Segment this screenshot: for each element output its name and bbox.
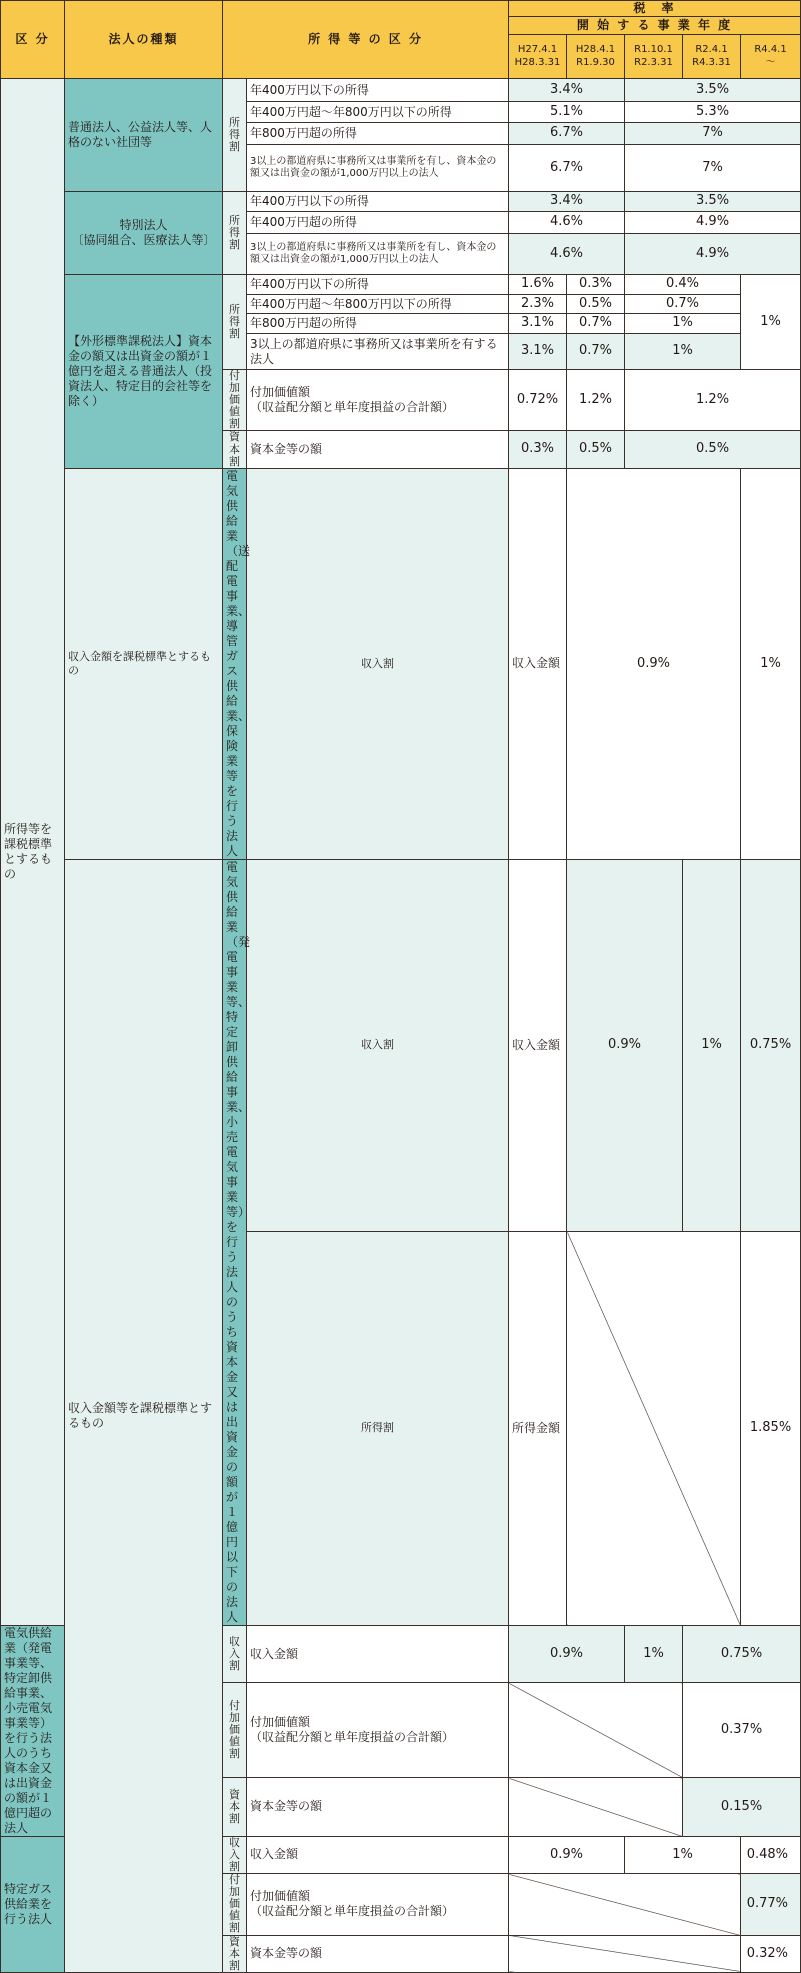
rate-cell: 7%	[625, 145, 801, 192]
desc-revenue: 収入金額	[247, 1625, 509, 1683]
rate-cell: 0.9%	[567, 468, 741, 859]
rate-cell: 5.3%	[625, 102, 801, 123]
rate-cell: 0.4%	[625, 275, 741, 295]
split-capital: 資本割	[223, 431, 247, 468]
rate-cell: 0.9%	[509, 1836, 625, 1873]
header-income-kubun: 所 得 等 の 区 分	[223, 1, 509, 79]
split-income: 所得割	[223, 275, 247, 370]
rate-cell: 4.6%	[509, 212, 625, 234]
corp-type-electric-large: 電気供給業（発電事業等、特定卸供給事業、小売電気事業等）を行う法人のうち資本金又は出資金の額が１億円超の法人	[1, 1625, 65, 1836]
desc-gt4m: 年400万円超の所得	[247, 212, 509, 234]
desc-value-added: 付加価値額 （収益配分額と単年度損益の合計額）	[247, 1683, 509, 1778]
desc-capital: 資本金等の額	[247, 1778, 509, 1837]
not-applicable-cell	[509, 1935, 741, 1972]
period-header: R2.4.1 R4.3.31	[683, 35, 741, 79]
rate-cell: 3.5%	[625, 192, 801, 212]
rate-cell: 6.7%	[509, 145, 625, 192]
rate-cell: 0.75%	[741, 859, 801, 1231]
desc-gt8m: 年800万円超の所得	[247, 123, 509, 145]
desc-value-added: 付加価値額 （収益配分額と単年度損益の合計額）	[247, 370, 509, 431]
split-capital: 資本割	[223, 1935, 247, 1972]
rate-cell: 1.85%	[741, 1232, 801, 1626]
rate-cell: 1.2%	[625, 370, 801, 431]
desc-4m-8m: 年400万円超〜年800万円以下の所得	[247, 295, 509, 314]
desc-revenue: 収入金額	[509, 859, 567, 1231]
corp-type-external: 【外形標準課税法人】資本金の額又は出資金の額が１億円を超える普通法人（投資法人、特定目的会社等を除く）	[65, 275, 223, 469]
split-income: 所得割	[247, 1232, 509, 1626]
split-value-added: 付加価値割	[223, 1874, 247, 1935]
split-revenue: 収入割	[223, 1625, 247, 1683]
desc-lt4m: 年400万円以下の所得	[247, 79, 509, 102]
rate-cell: 1%	[625, 334, 741, 370]
rate-cell: 3.1%	[509, 334, 567, 370]
rate-cell: 1%	[625, 1625, 683, 1683]
desc-multi-pref-ext: 3以上の都道府県に事務所又は事業所を有する法人	[247, 334, 509, 370]
desc-multi-pref: 3以上の都道府県に事務所又は事業所を有し、資本金の額又は出資金の額が1,000万円以上の法人	[247, 234, 509, 275]
rate-cell: 0.9%	[567, 859, 683, 1231]
rate-cell: 1.6%	[509, 275, 567, 295]
corp-type-ordinary: 普通法人、公益法人等、人格のない社団等	[65, 79, 223, 192]
rate-cell: 0.72%	[509, 370, 567, 431]
rate-cell: 1%	[625, 314, 741, 334]
category-revenue-basis-2: 収入金額等を課税標準とするもの	[65, 859, 223, 1972]
rate-cell: 3.5%	[625, 79, 801, 102]
corp-type-special: 特別法人 〔協同組合、医療法人等〕	[65, 192, 223, 275]
rate-cell: 4.9%	[625, 212, 801, 234]
header-kubun: 区 分	[1, 1, 65, 79]
corp-type-electric-gas: 電気供給業（送配電事業、導管ガス供給業、保険業等を行う法人	[223, 468, 247, 859]
split-value-added: 付加価値割	[223, 370, 247, 431]
category-revenue-basis-1: 収入金額を課税標準とするもの	[65, 468, 223, 859]
desc-lt4m: 年400万円以下の所得	[247, 192, 509, 212]
period-header: H27.4.1 H28.3.31	[509, 35, 567, 79]
rate-cell: 7%	[625, 123, 801, 145]
header-tax-rate: 税 率	[509, 1, 801, 17]
rate-cell: 0.5%	[567, 431, 625, 468]
rate-cell: 1.2%	[567, 370, 625, 431]
rate-cell: 3.4%	[509, 79, 625, 102]
corp-type-electric-small: 電気供給業（発電事業等、特定卸供給事業、小売電気事業等）を行う法人のうち資本金又は出資金の額が１億円以下の法人	[223, 859, 247, 1625]
rate-cell: 4.9%	[625, 234, 801, 275]
desc-revenue: 収入金額	[509, 468, 567, 859]
rate-cell: 0.5%	[625, 431, 801, 468]
desc-capital: 資本金等の額	[247, 431, 509, 468]
rate-cell: 3.1%	[509, 314, 567, 334]
rate-cell: 1%	[741, 275, 801, 370]
corp-type-gas: 特定ガス供給業を行う法人	[1, 1836, 65, 1972]
split-revenue: 収入割	[247, 468, 509, 859]
desc-income-amount: 所得金額	[509, 1232, 567, 1626]
rate-cell: 0.3%	[567, 275, 625, 295]
not-applicable-cell	[509, 1778, 683, 1837]
period-header: H28.4.1 R1.9.30	[567, 35, 625, 79]
rate-cell: 4.6%	[509, 234, 625, 275]
rate-cell: 0.9%	[509, 1625, 625, 1683]
rate-cell: 0.37%	[683, 1683, 801, 1778]
desc-gt8m: 年800万円超の所得	[247, 314, 509, 334]
split-revenue: 収入割	[223, 1836, 247, 1873]
split-capital: 資本割	[223, 1778, 247, 1837]
rate-cell: 1%	[741, 468, 801, 859]
desc-lt4m: 年400万円以下の所得	[247, 275, 509, 295]
rate-cell: 0.48%	[741, 1836, 801, 1873]
rate-cell: 0.75%	[683, 1625, 801, 1683]
rate-cell: 6.7%	[509, 123, 625, 145]
split-income: 所得割	[223, 192, 247, 275]
desc-capital: 資本金等の額	[247, 1935, 509, 1972]
rate-cell: 0.3%	[509, 431, 567, 468]
desc-multi-pref: 3以上の都道府県に事務所又は事業所を有し、資本金の額又は出資金の額が1,000万円以上の法人	[247, 145, 509, 192]
rate-cell: 0.5%	[567, 295, 625, 314]
rate-cell: 0.32%	[741, 1935, 801, 1972]
rate-cell: 0.77%	[741, 1874, 801, 1935]
header-fiscal-year-start: 開 始 す る 事 業 年 度	[509, 17, 801, 35]
rate-cell: 0.15%	[683, 1778, 801, 1837]
desc-value-added: 付加価値額 （収益配分額と単年度損益の合計額）	[247, 1874, 509, 1935]
split-income: 所得割	[223, 79, 247, 192]
period-header: R1.10.1 R2.3.31	[625, 35, 683, 79]
desc-4m-8m: 年400万円超〜年800万円以下の所得	[247, 102, 509, 123]
header-corp-type: 法人の種類	[65, 1, 223, 79]
period-header: R4.4.1 〜	[741, 35, 801, 79]
rate-cell: 2.3%	[509, 295, 567, 314]
rate-cell: 3.4%	[509, 192, 625, 212]
rate-cell: 0.7%	[625, 295, 741, 314]
split-revenue: 収入割	[247, 859, 509, 1231]
not-applicable-cell	[567, 1232, 741, 1626]
rate-cell: 0.7%	[567, 334, 625, 370]
not-applicable-cell	[509, 1874, 741, 1935]
rate-cell: 0.7%	[567, 314, 625, 334]
rate-cell: 1%	[625, 1836, 741, 1873]
rate-cell: 1%	[683, 859, 741, 1231]
not-applicable-cell	[509, 1683, 683, 1778]
desc-revenue: 収入金額	[247, 1836, 509, 1873]
category-income-basis: 所得等を課税標準とするもの	[1, 79, 65, 1626]
rate-cell: 5.1%	[509, 102, 625, 123]
split-value-added: 付加価値割	[223, 1683, 247, 1778]
